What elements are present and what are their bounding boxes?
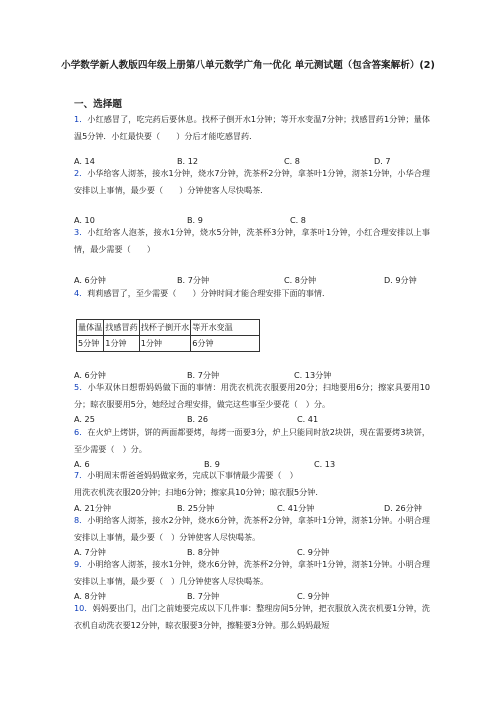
option-d: D. 9分钟	[384, 275, 417, 285]
option-b: B. 9	[187, 215, 203, 225]
table-cell: 6分钟	[191, 336, 260, 352]
question-number: 4．	[74, 288, 88, 298]
option-b: B. 12	[177, 156, 198, 166]
option-a: A. 6	[74, 459, 90, 469]
question-text: 小明周末帮爸爸妈妈做家务，完成以下事情最少需要（ ）	[87, 470, 298, 480]
page-title: 小学数学新人教版四年级上册第八单元数学广角一优化 单元测试题（包含答案解析）(2)	[61, 60, 435, 71]
table-cell: 5分钟	[77, 336, 104, 352]
question-number: 7．	[74, 470, 88, 480]
question-number: 9．	[74, 559, 88, 569]
option-a: A. 6分钟	[74, 275, 106, 285]
option-c: C. 13	[314, 459, 336, 469]
option-b: B. 7分钟	[187, 370, 220, 380]
question-number: 8．	[74, 515, 88, 525]
table-header-cell: 量体温	[77, 320, 104, 336]
table-cell: 1分钟	[104, 336, 139, 352]
option-a: A. 6分钟	[74, 370, 106, 380]
question-number: 5．	[74, 382, 88, 392]
question-1	[74, 111, 430, 145]
question-7	[74, 467, 430, 484]
time-table	[76, 319, 260, 352]
option-c: C. 41	[297, 414, 319, 424]
question-text: 小红给客人泡茶，接水1分钟，烧水5分钟，洗茶杯3分钟，拿茶叶1分钟，小红合理安排以上事情，最少需要（ ）	[74, 227, 430, 254]
option-c: C. 9分钟	[297, 591, 330, 601]
option-d: D. 26分钟	[384, 503, 422, 513]
question-text: 在火炉上烤饼，饼的两面都要烤，每烤一面要3分，炉上只能同时放2块饼，现在需要烤3块饼，至少需要（ ）分。	[74, 427, 430, 454]
table-header-row	[77, 320, 260, 336]
question-text: 小明给客人沏茶，接水1分钟，烧水6分钟，洗茶杯2分钟，拿茶叶1分钟，沏茶1分钟。小明合理安排以上事情，最少要（ ）几分钟使客人尽快喝茶。	[74, 559, 430, 586]
table-header-cell: 等开水变温	[191, 320, 260, 336]
section-heading: 一、选择题	[74, 99, 122, 110]
question-4	[74, 285, 430, 302]
option-a: A. 25	[74, 414, 95, 424]
question-7-detail: 用洗衣机洗衣服20分钟；扫地6分钟；擦家具10分钟；晾衣服5分钟.	[74, 487, 318, 497]
option-b: B. 7分钟	[177, 275, 210, 285]
option-a: A. 7分钟	[74, 547, 106, 557]
question-text: 小红感冒了，吃完药后要休息。找杯子倒开水1分钟；等开水变温7分钟；找感冒药1分钟；量体温5分钟．小红最快要（ ）分后才能吃感冒药．	[74, 114, 430, 141]
table-header-cell: 找杯子倒开水	[139, 320, 191, 336]
question-text: 小华给客人沏茶，接水1分钟，烧水7分钟，洗茶杯2分钟，拿茶叶1分钟，沏茶1分钟，小华合理安排以上事情，最少要（ ）分钟使客人尽快喝茶．	[74, 168, 430, 195]
option-b: B. 8分钟	[187, 547, 220, 557]
question-2	[74, 165, 430, 199]
option-a: A. 21分钟	[74, 503, 112, 513]
question-text: 莉莉感冒了，至少需要（ ）分钟时间才能合理安排下面的事情．	[87, 288, 331, 298]
option-c: C. 8	[290, 215, 306, 225]
option-c: C. 8分钟	[284, 275, 317, 285]
option-b: B. 25分钟	[177, 503, 215, 513]
option-a: A. 14	[74, 156, 95, 166]
question-9	[74, 556, 430, 590]
question-number: 6．	[74, 427, 88, 437]
question-text: 小华双休日想帮妈妈做下面的事情：用洗衣机洗衣服要用20分；扫地要用6分；擦家具要用10分；晾衣服要用5分，她经过合理安排，做完这些事至少要花（ ）分。	[74, 382, 430, 409]
option-b: B. 26	[187, 414, 208, 424]
option-c: C. 41分钟	[277, 503, 315, 513]
question-6	[74, 424, 430, 458]
question-8	[74, 512, 430, 546]
question-10	[74, 600, 430, 634]
question-text: 小明给客人沏茶，接水2分钟，烧水6分钟，洗茶杯2分钟，拿茶叶1分钟，沏茶1分钟。小明合理安排以上事情，最少要（ ）分钟使客人尽快喝茶。	[74, 515, 430, 542]
question-3	[74, 224, 430, 258]
question-5	[74, 379, 430, 413]
table-row	[77, 336, 260, 352]
question-number: 1．	[74, 114, 88, 124]
option-d: D. 7	[374, 156, 391, 166]
question-number: 3．	[74, 227, 88, 237]
question-text: 妈妈要出门，出门之前她要完成以下几件事：整理房间5分钟，把衣服放入洗衣机要1分钟，洗衣机自动洗衣要12分钟，晾衣服要3分钟，擦鞋要3分钟。那么妈妈最短	[74, 603, 430, 630]
option-b: B. 9	[204, 459, 220, 469]
option-c: C. 8	[284, 156, 300, 166]
option-b: B. 7分钟	[187, 591, 220, 601]
option-a: A. 8分钟	[74, 591, 106, 601]
option-c: C. 9分钟	[297, 547, 330, 557]
question-number: 10．	[74, 603, 93, 613]
question-number: 2．	[74, 168, 88, 178]
table-header-cell: 找感冒药	[104, 320, 139, 336]
option-c: C. 13分钟	[294, 370, 332, 380]
table-cell: 1分钟	[139, 336, 191, 352]
option-a: A. 10	[74, 215, 95, 225]
